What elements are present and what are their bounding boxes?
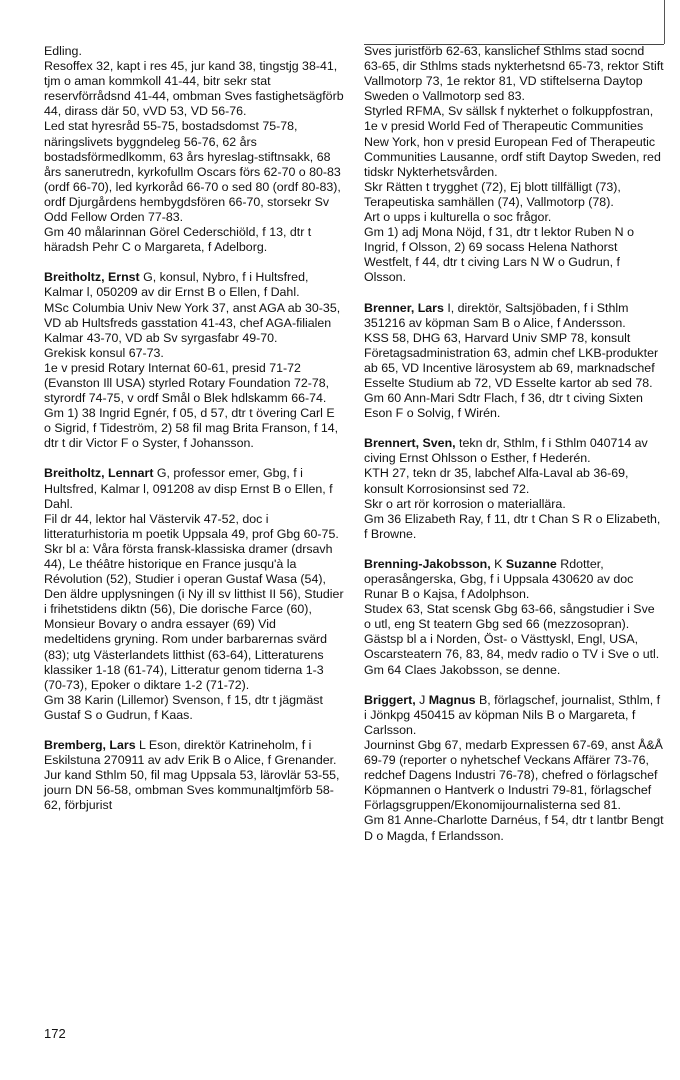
entry-paragraph: Gm 40 målarinnan Görel Cederschiöld, f 13, dtr t häradsh Pehr C o Margareta, f Adelborg.	[44, 225, 312, 255]
entry-paragraph: Gm 36 Elizabeth Ray, f 11, dtr t Chan S R o Elizabeth, f Browne.	[364, 511, 661, 541]
entry-paragraph: Resoffex 32, kapt i res 45, jur kand 38, tingstjg 38-41, tjm o aman kommkoll 41-44, bitr sekr stat reservförrådsnd 41-44, ombman Sves fastighetsägförb 44, dirass där 50, vVD 53, VD 56-76.	[44, 59, 344, 119]
entry-headword-name: Magnus	[428, 692, 476, 707]
entry-paragraph: Edling.	[44, 44, 82, 58]
entry-lead: tekn dr, Sthlm, f i Sthlm 040714 av civing Ernst Ohlsson o Esther, f Hederén.	[364, 436, 648, 466]
entry-lead: B, förlagschef, journalist, Sthlm, f i Jönkpg 450415 av köpman Nils B o Margareta, f Carlsson.	[364, 692, 661, 737]
entry-headword: Briggert,	[364, 692, 416, 707]
right-column	[364, 44, 664, 859]
entry-headword: Breitholtz, Lennart	[44, 466, 154, 481]
entry-paragraph: Studex 63, Stat scensk Gbg 63-66, sångstudier i Sve o utl, eng St teatern Gbg sed 66 (mezzosopran).	[364, 602, 655, 632]
entry-brennert-sven	[364, 436, 664, 542]
entry-paragraph: Journinst Gbg 67, medarb Expressen 67-69, anst Å&Å 69-79 (reporter o nyhetschef Veckans Affärer 73-76, redchef Dagens Industri 76-78), chefred o förlagschef Köpmannen o Hantverk o Industri 79-81, förlagschef Förlagsgruppen/Ekonomijournalisterna sed 81.	[364, 737, 663, 813]
entry-paragraph: 1e v presid Rotary Internat 60-61, presid 71-72 (Evanston Ill USA) styrled Rotary Foundation 72-78, styrordf 74-75, v ordf Smål o Blek hdlskamm 66-74.	[44, 360, 330, 406]
entry-headword-name: Suzanne	[505, 556, 557, 571]
entry-paragraph: Jur kand Sthlm 50, fil mag Uppsala 53, lärovlär 53-55, journ DN 56-58, ombman Sves kommunaltjmförb 58-62, förbjurist	[44, 768, 340, 813]
entry-paragraph: KTH 27, tekn dr 35, labchef Alfa-Laval ab 36-69, konsult Korrosionsinst sed 72.	[364, 466, 629, 496]
entry-paragraph: Gm 1) adj Mona Nöjd, f 31, dtr t lektor Ruben N o Ingrid, f Olsson, 2) 69 socass Helena Nathorst Westfelt, f 44, dtr t civing Lars N W o Gudrun, f Olsson.	[364, 225, 634, 285]
entry-paragraph: Grekisk konsul 67-73.	[44, 345, 164, 360]
entry-headword: Brenner, Lars	[364, 300, 444, 315]
entry-paragraph: Art o upps i kulturella o soc frågor.	[364, 210, 552, 225]
entry-lead: G, professor emer, Gbg, f i Hultsfred, Kalmar l, 091208 av disp Ernst B o Ellen, f Dahl.	[44, 466, 333, 511]
entry-paragraph: Skr bl a: Våra första fransk-klassiska dramer (drsavh 44), Le théâtre historique en France jusqu'à la Révolution (52), Studier i operan Gustaf Wasa (54), Den äldre upplysningen (i Ny ill sv litthist II 56), Studier i frihetstidens diktn (56), Die dorische Farce (60), Monsieur Bovary o andra essayer (69) Vid medeltidens gryning. Rom under barbarernas svärd (83); utg Västerlandets litthist (63-64), Litteraturens klassiker 1-18 (61-74), Litteratur genom tiderna 1-3 (70-73), Epoker o diktare 1-2 (71-72).	[44, 541, 344, 692]
entry-given-name: K	[494, 556, 506, 571]
entry-breitholtz-ernst	[44, 270, 344, 451]
page-number: 172	[44, 1026, 66, 1041]
entry-paragraph: Gm 38 Karin (Lillemor) Svenson, f 15, dtr t jägmäst Gustaf S o Gudrun, f Kaas.	[44, 692, 323, 722]
entry-paragraph: Skr o art rör korrosion o materiallära.	[364, 496, 566, 511]
entry-paragraph: KSS 58, DHG 63, Harvard Univ SMP 78, konsult Företagsadministration 63, admin chef LKB-produkter ab 65, VD Incentive lärosystem ab 69, marknadschef Esselte Studium ab 72, VD Esselte kartor ab sed 78.	[364, 330, 659, 390]
entry-headword: Breitholtz, Ernst	[44, 270, 140, 285]
entry-brenner-lars	[364, 301, 664, 422]
entry-given-name: J	[419, 692, 429, 707]
entry-paragraph: Skr Rätten t trygghet (72), Ej blott tillfälligt (73), Terapeutiska samhällen (74), Vallmotorp (78).	[364, 179, 621, 209]
entry-paragraph: MSc Columbia Univ New York 37, anst AGA ab 30-35, VD ab Hultsfreds gasstation 41-43, chef AGA-filialen Kalmar 43-70, VD ab Sv syrgasfabr 49-70.	[44, 300, 341, 345]
entry-paragraph: Led stat hyresråd 55-75, bostadsdomst 75-78, näringslivets byggndeleg 56-76, 62 års bostadsförmedlkomm, 63 års hyreslag-stiftnsakk, 68 års sanerutredn, kyrkofullm Oscars förs 62-70 o 80-83 (ordf 66-70), led kyrkoråd 66-70 o sed 80 (ordf 80-83), ordf Djurgårdens hembygdsfören 66-70, storsekr Sv Odd Fellow Orden 77-83.	[44, 119, 341, 225]
entry-paragraph: Gm 1) 38 Ingrid Egnér, f 05, d 57, dtr t övering Carl E o Sigrid, f Tideström, 2) 58 fil mag Brita Franson, f 14, dtr t dir Victor F o Syster, f Johansson.	[44, 406, 339, 451]
entry-lead: L Eson, direktör Katrineholm, f i Eskilstuna 270911 av adv Erik B o Alice, f Grenander.	[44, 738, 337, 768]
entry-paragraph: Gm 64 Claes Jakobsson, se denne.	[364, 662, 561, 677]
entry-headword: Brenning-Jakobsson,	[364, 556, 491, 571]
entry-bremberg-continued	[364, 44, 664, 286]
entry-bremberg-lars	[44, 738, 344, 813]
entry-paragraph: Gästsp bl a i Norden, Öst- o Västtyskl, Engl, USA, Oscarsteatern 76, 83, 84, medv radio o TV i Sve o utl.	[364, 632, 660, 662]
left-column	[44, 44, 344, 829]
entry-paragraph: Sves juristförb 62-63, kanslichef Sthlms stad socnd 63-65, dir Sthlms stads nykterhetsnd 65-73, rektor Stift Vallmotorp 73, 1e rektor 81, VD stiftelserna Daytop Sweden o Vallmotorp sed 83.	[364, 44, 664, 104]
entry-headword: Bremberg, Lars	[44, 738, 136, 753]
entry-paragraph: Styrled RFMA, Sv sällsk f nykterhet o folkuppfostran, 1e v presid World Fed of Therapeutic Communities New York, hon v presid European Fed of Therapeutic Communities Lausanne, ordf stift Daytop Sweden, red tidskr Nykterhetsvården.	[364, 104, 661, 179]
entry-lead: I, direktör, Saltsjöbaden, f i Sthlm 351216 av köpman Sam B o Alice, f Andersson.	[364, 300, 629, 330]
entry-edling-continued	[44, 44, 344, 255]
entry-paragraph: Gm 60 Ann-Mari Sdtr Flach, f 36, dtr t civing Sixten Eson F o Solvig, f Wirén.	[364, 391, 643, 421]
entry-breitholtz-lennart	[44, 466, 344, 723]
margin-rule	[664, 0, 665, 44]
entry-briggert	[364, 693, 664, 844]
entry-paragraph: Fil dr 44, lektor hal Västervik 47-52, doc i litteraturhistoria m poetik Uppsala 49, prof Gbg 60-75.	[44, 511, 339, 541]
entry-lead: Rdotter, operasångerska, Gbg, f i Uppsala 430620 av doc Runar B o Kajsa, f Adolphson.	[364, 556, 634, 602]
entry-brenning-jakobsson	[364, 557, 664, 678]
entry-headword: Brennert, Sven,	[364, 436, 456, 451]
entry-paragraph: Gm 81 Anne-Charlotte Darnéus, f 54, dtr t lantbr Bengt D o Magda, f Erlandsson.	[364, 813, 664, 843]
entry-lead: G, konsul, Nybro, f i Hultsfred, Kalmar l, 050209 av dir Ernst B o Ellen, f Dahl.	[44, 270, 309, 300]
